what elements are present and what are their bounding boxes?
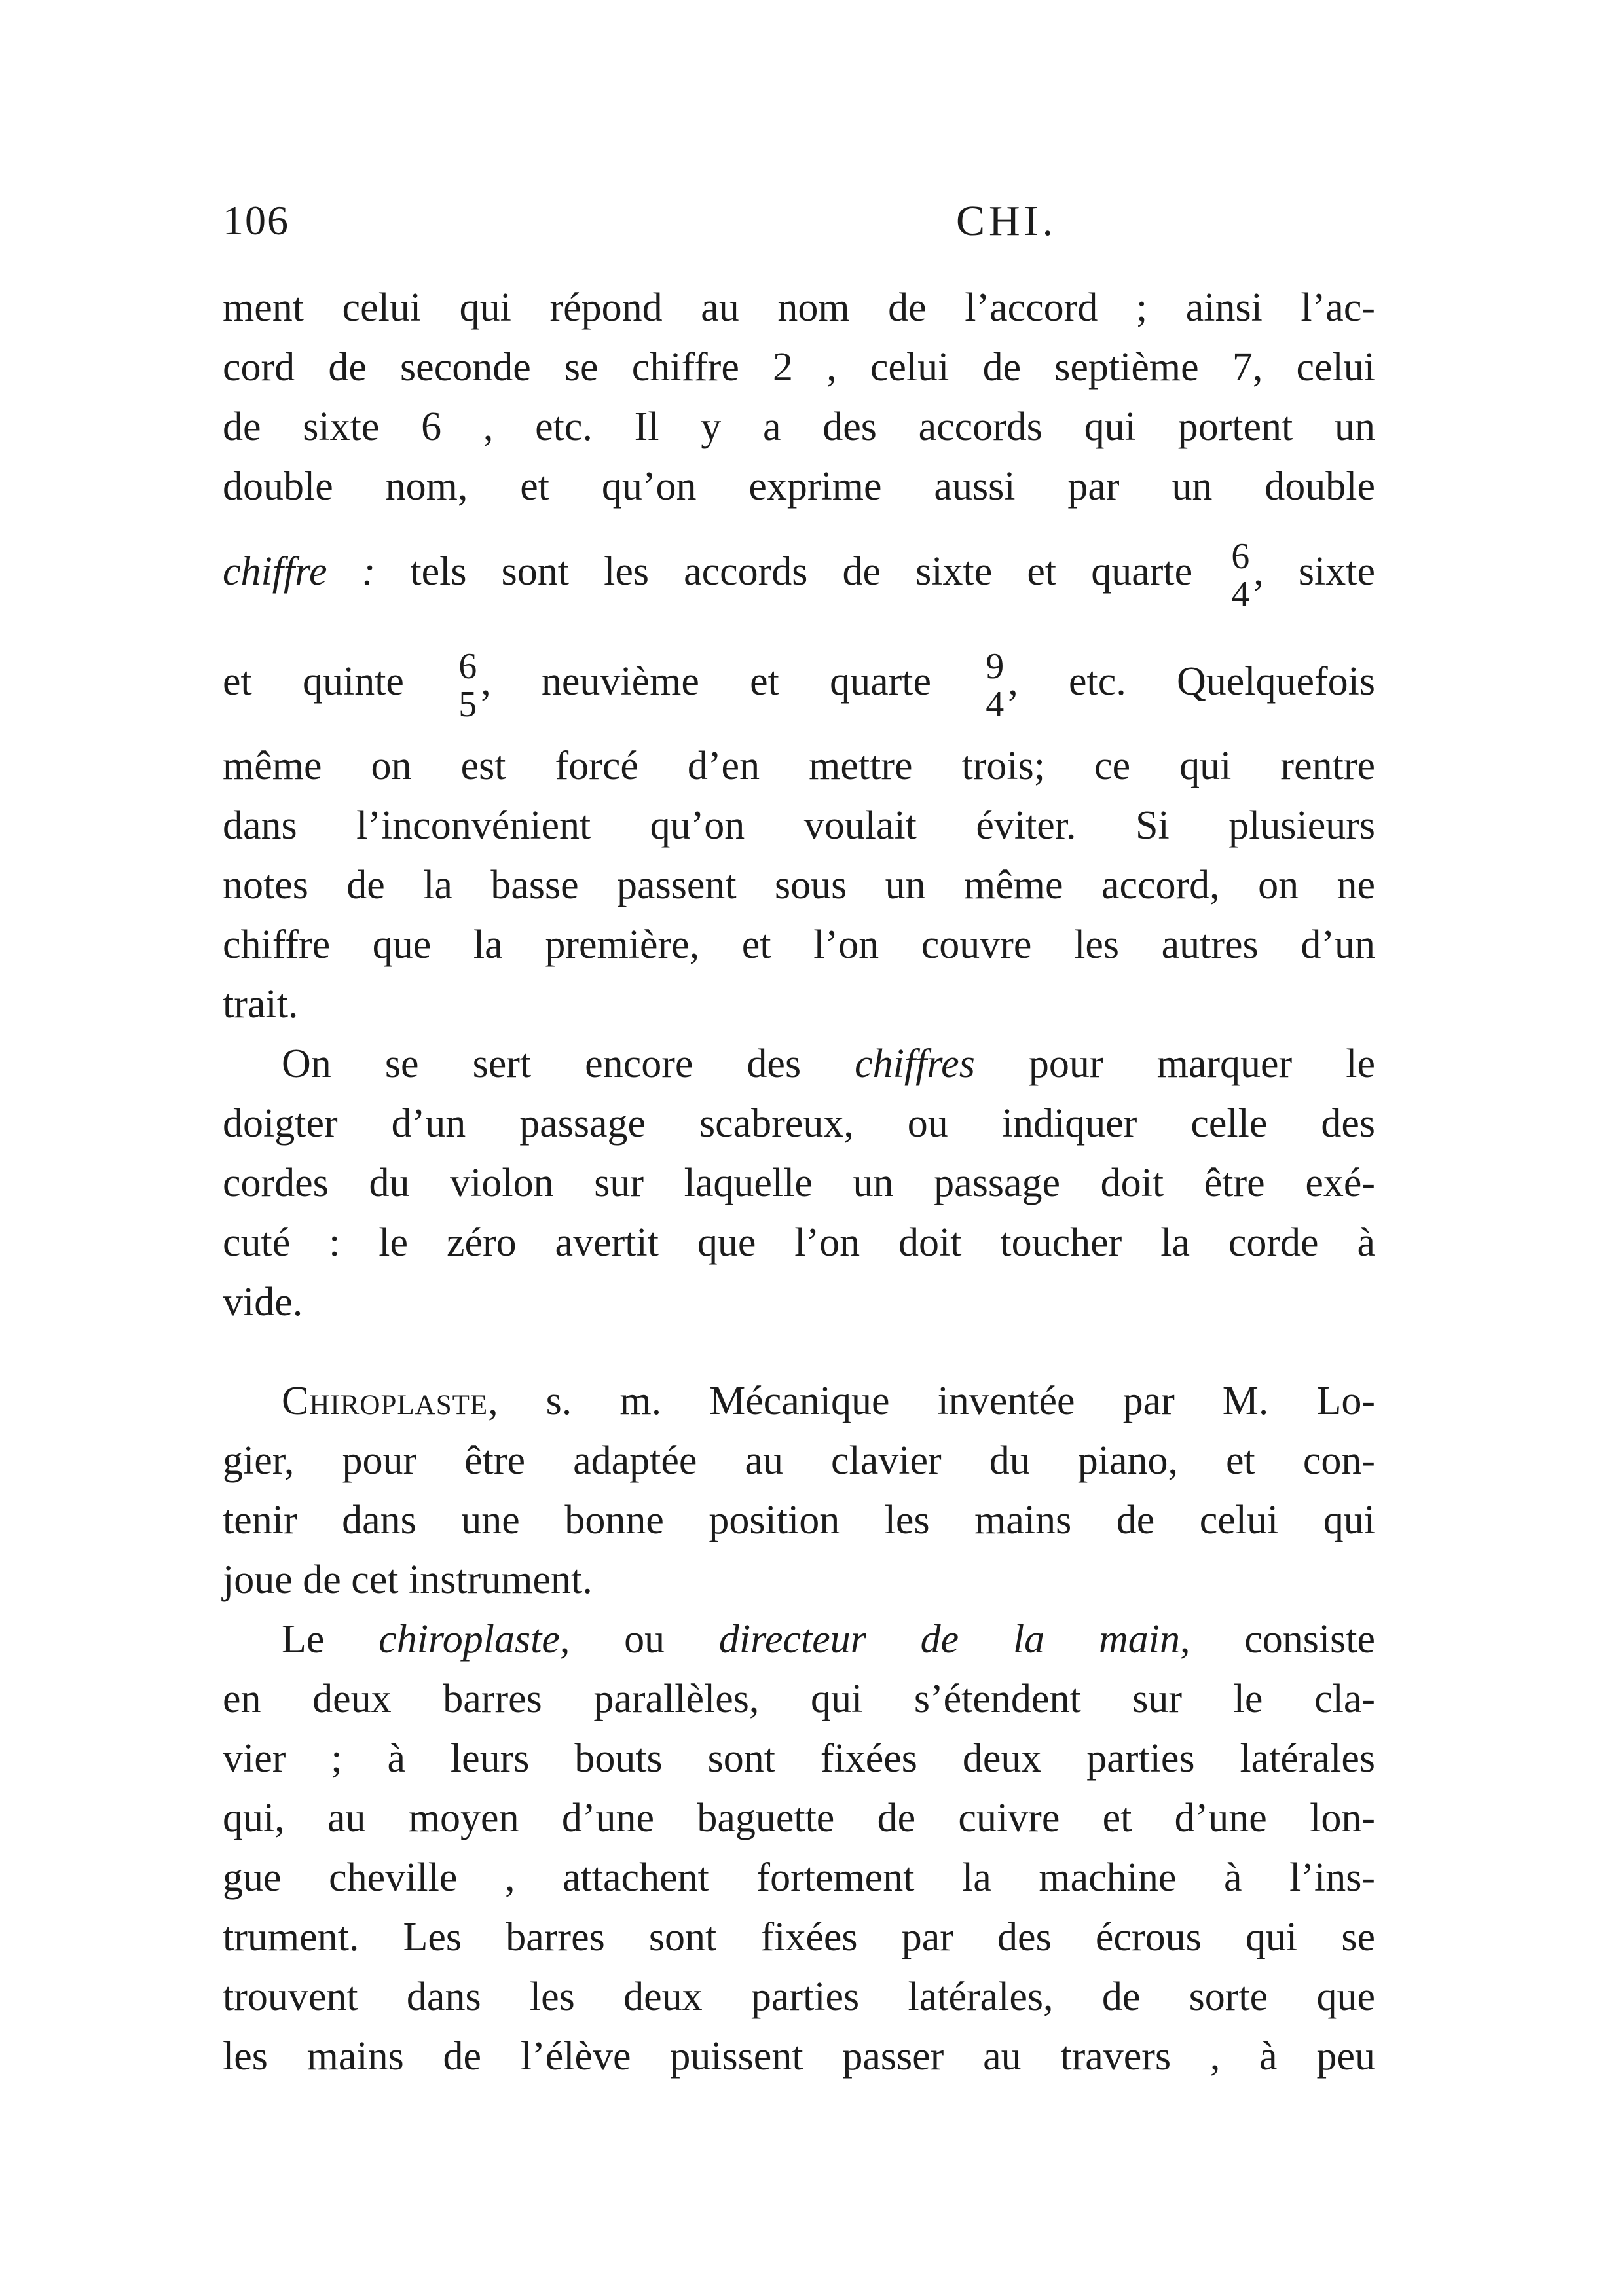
text-line: dans l’inconvénient qu’on voulait éviter. Si plusieurs xyxy=(223,803,1375,848)
text-line: gue cheville , attachent fortement la machine à l’ins- xyxy=(223,1855,1375,1900)
text-line-with-figure xyxy=(223,627,1375,737)
figure-top: 6 xyxy=(1231,536,1250,577)
text-run: Le xyxy=(282,1617,325,1662)
text-line: chiffre que la première, et l’on couvre les autres d’un xyxy=(223,922,1375,967)
italic-term: chiffres xyxy=(855,1042,975,1086)
text-line: cord de seconde se chiffre 2 , celui de septième 7, celui xyxy=(223,345,1375,390)
text-run: , neuvième et quarte xyxy=(481,659,932,704)
figure-bottom: 4 xyxy=(986,683,1005,725)
figure-top: 9 xyxy=(986,646,1005,687)
text-line: cordes du violon sur laquelle un passage doit être exé- xyxy=(223,1161,1375,1205)
text-line-with-figure xyxy=(223,517,1375,627)
text-line xyxy=(223,1610,1375,1669)
text-run: tels sont les accords de sixte et quarte xyxy=(410,549,1193,594)
text-line: qui, au moyen d’une baguette de cuivre et d’une lon- xyxy=(223,1796,1375,1840)
figure-top: 6 xyxy=(458,646,477,687)
page-number: 106 xyxy=(223,197,289,244)
text-line: joue de cet instrument. xyxy=(223,1558,593,1602)
text-line: trait. xyxy=(223,982,299,1027)
text-run: On se sert encore des xyxy=(282,1042,802,1086)
text-line: tenir dans une bonne position les mains de celui qui xyxy=(223,1498,1375,1542)
text-line: doigter d’un passage scabreux, ou indiquer celle des xyxy=(223,1101,1375,1146)
figured-bass-6-4 xyxy=(1231,538,1249,613)
text-line: de sixte 6 , etc. Il y a des accords qui portent un xyxy=(223,405,1375,449)
text-line: cuté : le zéro avertit que l’on doit toucher la corde à xyxy=(223,1220,1375,1265)
text-line: ment celui qui répond au nom de l’accord ; ainsi l’ac- xyxy=(223,285,1375,330)
text-line: notes de la basse passent sous un même accord, on ne xyxy=(223,863,1375,907)
body-text xyxy=(223,278,1375,2086)
figure-bottom: 5 xyxy=(458,683,477,725)
figured-bass-9-4 xyxy=(986,647,1004,723)
figured-bass-6-5 xyxy=(458,647,477,723)
text-line: vier ; à leurs bouts sont fixées deux parties latérales xyxy=(223,1736,1375,1781)
text-line: en deux barres parallèles, qui s’étendent sur le cla- xyxy=(223,1677,1375,1721)
running-head: CHI. xyxy=(956,197,1058,245)
text-line: vide. xyxy=(223,1280,303,1324)
entry-line xyxy=(223,1372,1375,1431)
text-line: trument. Les barres sont fixées par des écrous qui se xyxy=(223,1915,1375,1959)
text-run: pour marquer le xyxy=(1028,1042,1375,1086)
figure-bottom: 4 xyxy=(1231,574,1250,615)
italic-term: chiffre : xyxy=(223,549,376,594)
text-run: , s. m. Mécanique inventée par M. Lo- xyxy=(488,1379,1375,1423)
text-run: , ou xyxy=(559,1617,665,1662)
italic-term: directeur de la main xyxy=(718,1617,1180,1662)
page-header xyxy=(223,196,1375,255)
text-line: même on est forcé d’en mettre trois; ce qui rentre xyxy=(223,744,1375,788)
italic-term: chiroplaste xyxy=(378,1617,560,1662)
text-line: trouvent dans les deux parties latérales, de sorte que xyxy=(223,1975,1375,2019)
text-run: , sixte xyxy=(1253,549,1376,594)
text-line xyxy=(223,1034,1375,1094)
text-line: gier, pour être adaptée au clavier du piano, et con- xyxy=(223,1438,1375,1483)
text-line: double nom, et qu’on exprime aussi par un double xyxy=(223,464,1375,509)
text-run: , consiste xyxy=(1179,1617,1375,1662)
text-run: , etc. Quelquefois xyxy=(1008,659,1376,704)
entry-headword: Chiroplaste xyxy=(282,1379,489,1423)
text-run: et quinte xyxy=(223,659,404,704)
text-line: les mains de l’élève puissent passer au travers , à peu xyxy=(223,2034,1375,2079)
